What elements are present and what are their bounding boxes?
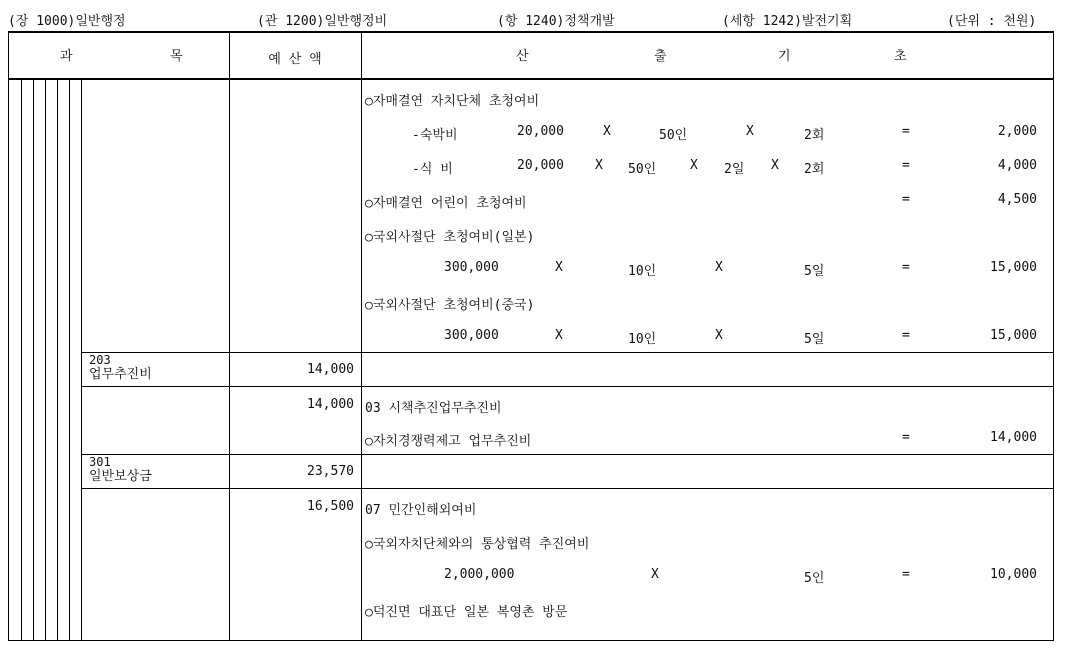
level-line — [21, 79, 22, 641]
calc-value: 5인 — [804, 571, 825, 586]
budget-amount: 16,500 — [307, 499, 354, 514]
calc-value: 20,000 — [517, 124, 564, 139]
calc-value: 10인 — [628, 332, 657, 347]
calc-line: ○국외사절단 초청여비(일본) — [365, 230, 535, 245]
calc-value: 2회 — [804, 162, 825, 177]
header-sehang: (세항 1242)발전기획 — [722, 14, 853, 29]
subject-code: 301 — [89, 455, 111, 469]
row-divider — [81, 352, 1054, 353]
col-header-budget: 예 산 액 — [268, 52, 322, 67]
subject-name: 일반보상금 — [89, 469, 152, 484]
equals-sign: = — [902, 192, 910, 207]
calc-col-border — [361, 31, 362, 641]
calc-line: ○덕진면 대표단 일본 복영촌 방문 — [365, 605, 568, 620]
calc-amount: 4,500 — [997, 192, 1037, 207]
calc-value: 2일 — [724, 162, 745, 177]
level-line — [45, 79, 46, 641]
calc-value: 300,000 — [444, 260, 499, 275]
multiply-sign: X — [651, 567, 659, 582]
calc-line: ○국외자치단체와의 통상협력 추진여비 — [365, 537, 590, 552]
col-header-calc-3: 기 — [778, 49, 791, 64]
multiply-sign: X — [771, 158, 779, 173]
calc-amount: 4,000 — [997, 158, 1037, 173]
multiply-sign: X — [690, 158, 698, 173]
level-line — [57, 79, 58, 641]
budget-col-border — [229, 31, 230, 641]
header-bottom-border — [8, 78, 1054, 80]
col-header-calc-1: 산 — [516, 49, 529, 64]
col-header-subject-2: 목 — [170, 49, 183, 64]
table-top-border — [8, 31, 1054, 33]
budget-amount: 14,000 — [307, 397, 354, 412]
calc-amount: 15,000 — [990, 260, 1037, 275]
calc-amount: 14,000 — [990, 430, 1037, 445]
subject-code: 203 — [89, 353, 111, 367]
calc-amount: 2,000 — [997, 124, 1037, 139]
equals-sign: = — [902, 328, 910, 343]
calc-line: ○국외사절단 초청여비(중국) — [365, 298, 535, 313]
calc-value: 300,000 — [444, 328, 499, 343]
multiply-sign: X — [603, 124, 611, 139]
multiply-sign: X — [595, 158, 603, 173]
calc-line: ○자매결연 어린이 초청여비 — [365, 196, 527, 211]
table-right-border — [1053, 31, 1054, 641]
calc-value: 2,000,000 — [444, 567, 515, 582]
calc-line: ○자치경쟁력제고 업무추진비 — [365, 434, 532, 449]
row-divider — [81, 454, 1054, 455]
col-header-calc-4: 초 — [894, 49, 907, 64]
calc-line: 03 시책추진업무추진비 — [365, 401, 502, 416]
equals-sign: = — [902, 158, 910, 173]
col-header-subject-1: 과 — [60, 49, 73, 64]
level-line — [69, 79, 70, 641]
equals-sign: = — [902, 430, 910, 445]
multiply-sign: X — [746, 124, 754, 139]
table-left-border — [8, 31, 9, 641]
calc-amount: 15,000 — [990, 328, 1037, 343]
calc-line: ○자매결연 자치단체 초청여비 — [365, 94, 540, 109]
calc-value: 20,000 — [517, 158, 564, 173]
equals-sign: = — [902, 124, 910, 139]
calc-value: 5일 — [804, 264, 825, 279]
level-line — [33, 79, 34, 641]
equals-sign: = — [902, 260, 910, 275]
level-line — [81, 79, 82, 641]
row-divider — [81, 386, 1054, 387]
budget-amount: 23,570 — [307, 464, 354, 479]
row-divider — [81, 488, 1054, 489]
header-hang: (항 1240)정책개발 — [497, 14, 615, 29]
subject-name: 업무추진비 — [89, 367, 152, 382]
col-header-calc-2: 출 — [654, 49, 667, 64]
calc-value: 50인 — [628, 162, 657, 177]
calc-item: -숙박비 — [412, 128, 458, 143]
header-gwan: (관 1200)일반행정비 — [257, 14, 388, 29]
equals-sign: = — [902, 567, 910, 582]
header-jang: (장 1000)일반행정 — [8, 14, 126, 29]
calc-value: 5일 — [804, 332, 825, 347]
calc-item: -식 비 — [412, 162, 453, 177]
multiply-sign: X — [555, 328, 563, 343]
multiply-sign: X — [715, 328, 723, 343]
budget-amount: 14,000 — [307, 362, 354, 377]
multiply-sign: X — [715, 260, 723, 275]
calc-line: 07 민간인해외여비 — [365, 503, 477, 518]
calc-value: 10인 — [628, 264, 657, 279]
header-unit: (단위 : 천원) — [947, 14, 1037, 29]
table-bottom-border — [8, 640, 1054, 641]
calc-amount: 10,000 — [990, 567, 1037, 582]
calc-value: 2회 — [804, 128, 825, 143]
multiply-sign: X — [555, 260, 563, 275]
calc-value: 50인 — [659, 128, 688, 143]
